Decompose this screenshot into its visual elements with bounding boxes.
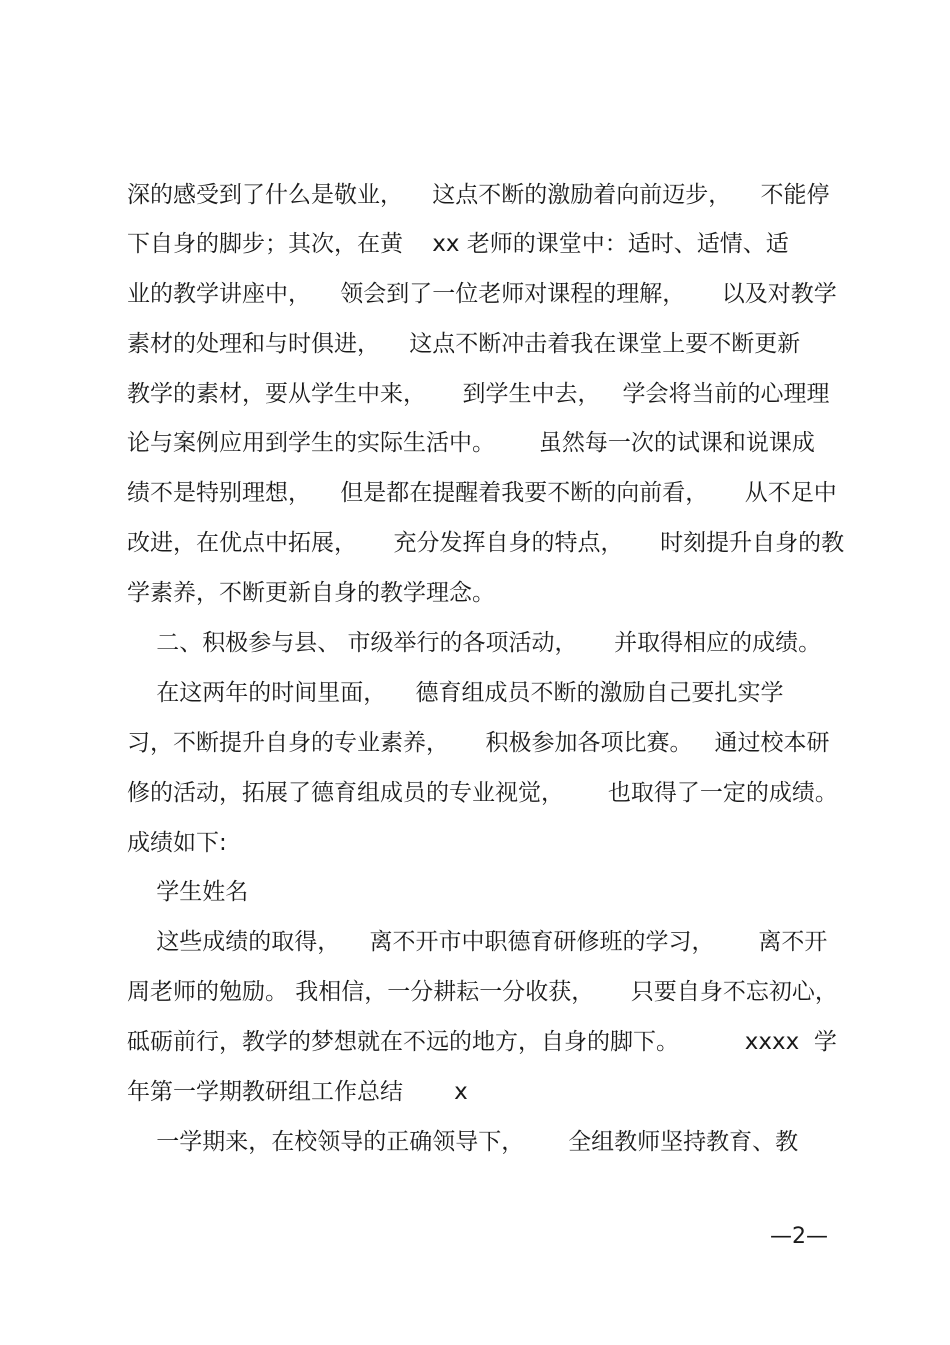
text-line: 改进，在优点中拓展， 充分发挥自身的特点， 时刻提升自身的教 <box>127 530 845 556</box>
text-line: 修的活动，拓展了德育组成员的专业视觉， 也取得了一定的成绩。 <box>127 780 838 806</box>
text-line: 业的教学讲座中， 领会到了一位老师对课程的理解， 以及对教学 <box>127 281 837 307</box>
text-line: 绩不是特别理想， 但是都在提醒着我要不断的向前看， 从不足中 <box>127 480 837 506</box>
text-line: 年第一学期教研组工作总结 x <box>127 1079 468 1105</box>
text-line: 教学的素材，要从学生中来， 到学生中去， 学会将当前的心理理 <box>127 381 830 407</box>
text-line: 砥砺前行，教学的梦想就在不远的地方，自身的脚下。 xxxx 学 <box>127 1029 837 1055</box>
text-line: 习，不断提升自身的专业素养， 积极参加各项比赛。 通过校本研 <box>127 730 830 756</box>
section-heading: 二、积极参与县、 市级举行的各项活动， 并取得相应的成绩。 <box>127 630 822 656</box>
text-line: 下自身的脚步；其次，在黄 xx 老师的课堂中：适时、适情、适 <box>127 231 789 257</box>
page-number: —2— <box>770 1224 828 1249</box>
text-line: 成绩如下: <box>127 830 227 856</box>
text-line: 学生姓名 <box>127 879 249 905</box>
text-line: 素材的处理和与时俱进， 这点不断冲击着我在课堂上要不断更新 <box>127 331 801 357</box>
text-line: 一学期来，在校领导的正确领导下， 全组教师坚持教育、教 <box>127 1129 799 1155</box>
text-line: 学素养，不断更新自身的教学理念。 <box>127 580 495 606</box>
text-line: 论与案例应用到学生的实际生活中。 虽然每一次的试课和说课成 <box>127 430 815 456</box>
text-line: 在这两年的时间里面， 德育组成员不断的激励自己要扎实学 <box>127 680 784 706</box>
text-line: 这些成绩的取得， 离不开市中职德育研修班的学习， 离不开 <box>127 929 828 955</box>
text-line: 深的感受到了什么是敬业， 这点不断的激励着向前迈步， 不能停 <box>127 182 830 208</box>
text-line: 周老师的勉励。 我相信，一分耕耘一分收获， 只要自身不忘初心， <box>127 979 838 1005</box>
